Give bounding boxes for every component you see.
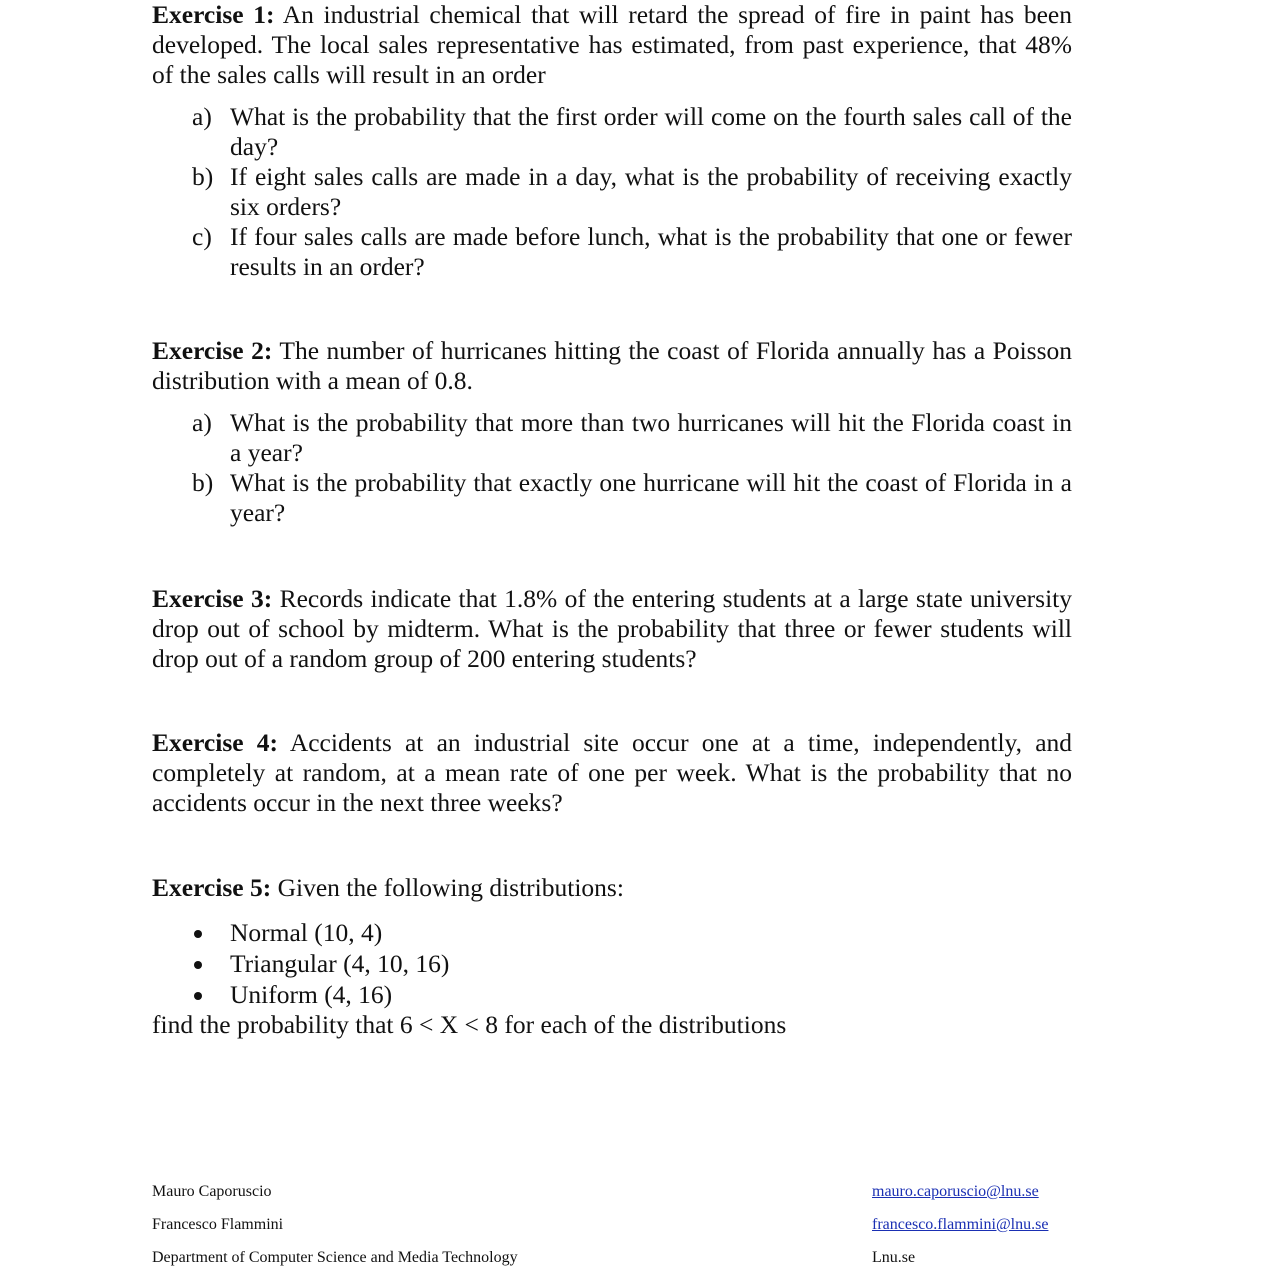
exercise-3-text: Records indicate that 1.8% of the entering students at a large state university drop out of school by midterm. What is the probability that three or fewer students will drop out of a random group of 200 entering students? (152, 584, 1073, 673)
exercise-4 (152, 728, 1072, 818)
question-marker: a) (192, 408, 212, 437)
exercise-2 (152, 336, 1072, 528)
exercise-3-label: Exercise 3: (152, 584, 273, 613)
exercise-1-questions (152, 102, 1072, 282)
exercise-3 (152, 584, 1072, 674)
question-marker: a) (192, 102, 212, 131)
question-text: If four sales calls are made before lunch, what is the probability that one or fewer results in an order? (230, 222, 1072, 281)
distribution-item (152, 917, 1072, 948)
question-text: What is the probability that more than two hurricanes will hit the Florida coast in a year? (230, 408, 1072, 467)
exercise-5-label: Exercise 5: (152, 873, 272, 902)
exercise-1-text: An industrial chemical that will retard the spread of fire in paint has been developed. The local sales representative has estimated, from past experience, that 48% of the sales calls will result in an order (152, 0, 1072, 89)
bullet-icon (194, 930, 202, 938)
exercise-1-question-b (152, 162, 1072, 222)
exercise-2-question-b (152, 468, 1072, 528)
email-link-mauro[interactable]: mauro.caporuscio@lnu.se (872, 1183, 1039, 1200)
exercise-2-question-a (152, 408, 1072, 468)
exercise-4-label: Exercise 4: (152, 728, 279, 757)
bullet-icon (194, 961, 202, 969)
exercise-2-text: The number of hurricanes hitting the coast of Florida annually has a Poisson distribution with a mean of 0.8. (152, 336, 1073, 395)
exercise-1 (152, 0, 1072, 282)
distribution-text: Uniform (4, 16) (230, 980, 393, 1009)
exercise-4-text: Accidents at an industrial site occur one at a time, independently, and completely at random, at a mean rate of one per week. What is the probability that no accidents occur in the next three weeks? (152, 728, 1073, 817)
exercise-2-label: Exercise 2: (152, 336, 273, 365)
question-marker: b) (192, 162, 214, 191)
question-marker: b) (192, 468, 214, 497)
exercise-5-text: Given the following distributions: (277, 873, 624, 902)
email-link-francesco[interactable]: francesco.flammini@lnu.se (872, 1216, 1049, 1233)
question-text: What is the probability that the first order will come on the fourth sales call of the day? (230, 102, 1072, 161)
exercise-3-statement (152, 584, 1072, 674)
exercise-1-statement (152, 0, 1072, 90)
exercise-4-statement (152, 728, 1072, 818)
footer-email-2-row (872, 1215, 1048, 1235)
exercise-1-question-a (152, 102, 1072, 162)
footer-author-2: Francesco Flammini (152, 1216, 284, 1233)
distribution-item (152, 979, 1072, 1010)
question-marker: c) (192, 222, 212, 251)
exercise-1-question-c (152, 222, 1072, 282)
footer-email-1-row (872, 1182, 1039, 1202)
footer-department: Department of Computer Science and Media Technology (152, 1249, 518, 1266)
question-text: What is the probability that exactly one hurricane will hit the coast of Florida in a year? (230, 468, 1072, 527)
question-text: If eight sales calls are made in a day, what is the probability of receiving exactly six orders? (230, 162, 1072, 221)
footer-site: Lnu.se (872, 1249, 916, 1266)
distribution-text: Triangular (4, 10, 16) (230, 949, 450, 978)
exercise-2-questions (152, 408, 1072, 528)
exercise-5 (152, 873, 1072, 1040)
bullet-icon (194, 992, 202, 1000)
exercise-2-statement (152, 336, 1072, 396)
distribution-item (152, 948, 1072, 979)
distribution-text: Normal (10, 4) (230, 918, 383, 947)
exercise-5-statement (152, 873, 1072, 903)
exercise-5-question: find the probability that 6 < X < 8 for each of the distributions (152, 1010, 787, 1039)
footer-author-1: Mauro Caporuscio (152, 1183, 272, 1200)
distribution-list (152, 917, 1072, 1010)
exercise-1-label: Exercise 1: (152, 0, 275, 29)
